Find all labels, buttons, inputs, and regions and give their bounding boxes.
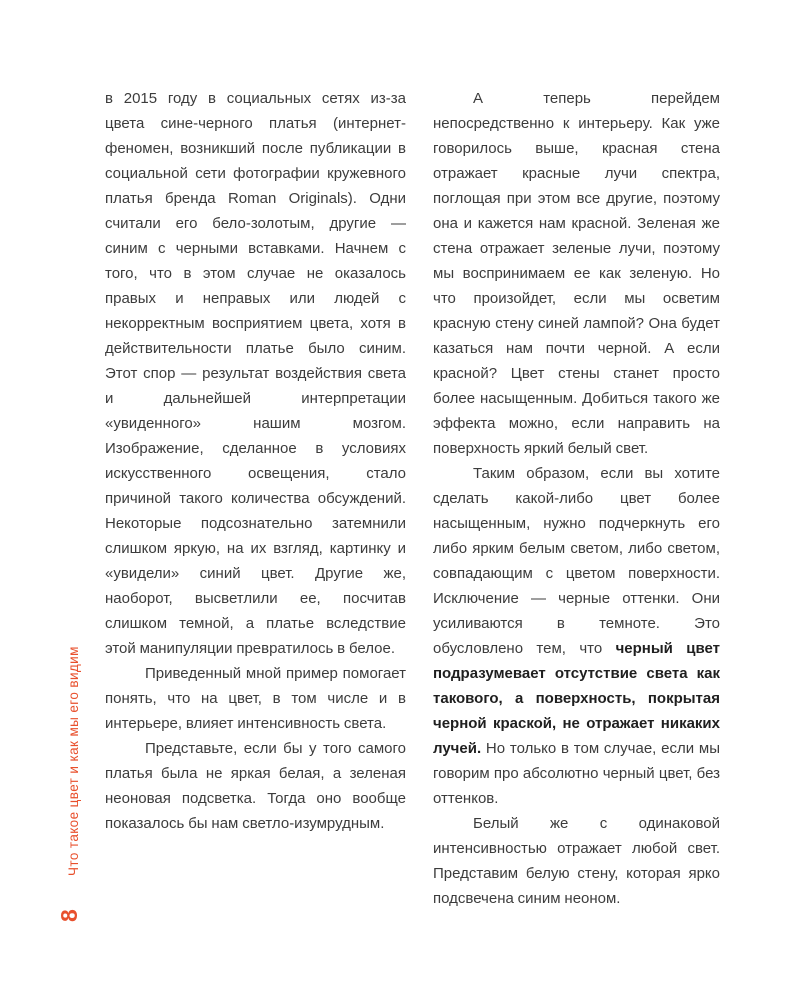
right-column (433, 86, 720, 911)
paragraph: А теперь перейдем непосредственно к интерьеру. Как уже говорилось выше, красная стена отражает красные лучи спектра, поглощая при этом все другие, поэтому она и кажется нам красной. Зеленая же стена отражает зеленые лучи, поэтому мы воспринимаем ее как зеленую. Но что произойдет, если мы осветим красную стену синей лампой? Она будет казаться нам почти черной. А если красной? Цвет стены станет просто более насыщенным. Добиться такого же эффекта можно, если направить на поверхность яркий белый свет. (433, 90, 720, 457)
paragraph (433, 461, 720, 811)
text-columns (105, 86, 720, 911)
page-number: 8 (56, 909, 82, 922)
bold-emphasis-text: черный цвет подразумевает отсутствие света как такового, а поверхность, покрытая черной краской, не отражает никаких лучей. (433, 640, 720, 757)
left-column (105, 86, 406, 911)
paragraph-text: Но только в том случае, если мы говорим про абсолютно черный цвет, без оттенков. (433, 740, 720, 807)
paragraph: Приведенный мной пример помогает понять, что на цвет, в том числе и в интерьере, влияет интенсивность света. (105, 665, 406, 732)
chapter-title-vertical: Что такое цвет и как мы его видим (66, 646, 81, 876)
paragraph: Представьте, если бы у того самого платья была не яркая белая, а зеленая неоновая подсветка. Тогда оно вообще показалось бы нам светло-изумрудным. (105, 740, 406, 832)
paragraph-text: Таким образом, если вы хотите сделать какой-либо цвет более насыщенным, нужно подчеркнуть его либо ярким белым светом, либо светом, совпадающим с цветом поверхности. Исключение — черные оттенки. Они усиливаются в темноте. Это обусловлено тем, что (433, 465, 720, 657)
paragraph: Белый же с одинаковой интенсивностью отражает любой свет. Представим белую стену, которая ярко подсвечена синим неоном. (433, 815, 720, 907)
paragraph: в 2015 году в социальных сетях из-за цвета сине-черного платья (интернет-феномен, возникший после публикации в социальной сети фотографии кружевного платья бренда Roman Originals). Одни считали его бело-золотым, другие — синим с черными вставками. Начнем с того, что в этом случае не оказалось правых и неправых или людей с некорректным восприятием цвета, хотя в действительности платье было синим. Этот спор — результат воздействия света и дальнейшей интерпретации «увиденного» нашим мозгом. Изображение, сделанное в условиях искусственного освещения, стало причиной такого количества обсуждений. Некоторые подсознательно затемнили слишком яркую, на их взгляд, картинку и «увидели» синий цвет. Другие же, наоборот, высветлили ее, посчитав слишком темной, а платье вследствие этой манипуляции превратилось в белое. (105, 90, 406, 657)
